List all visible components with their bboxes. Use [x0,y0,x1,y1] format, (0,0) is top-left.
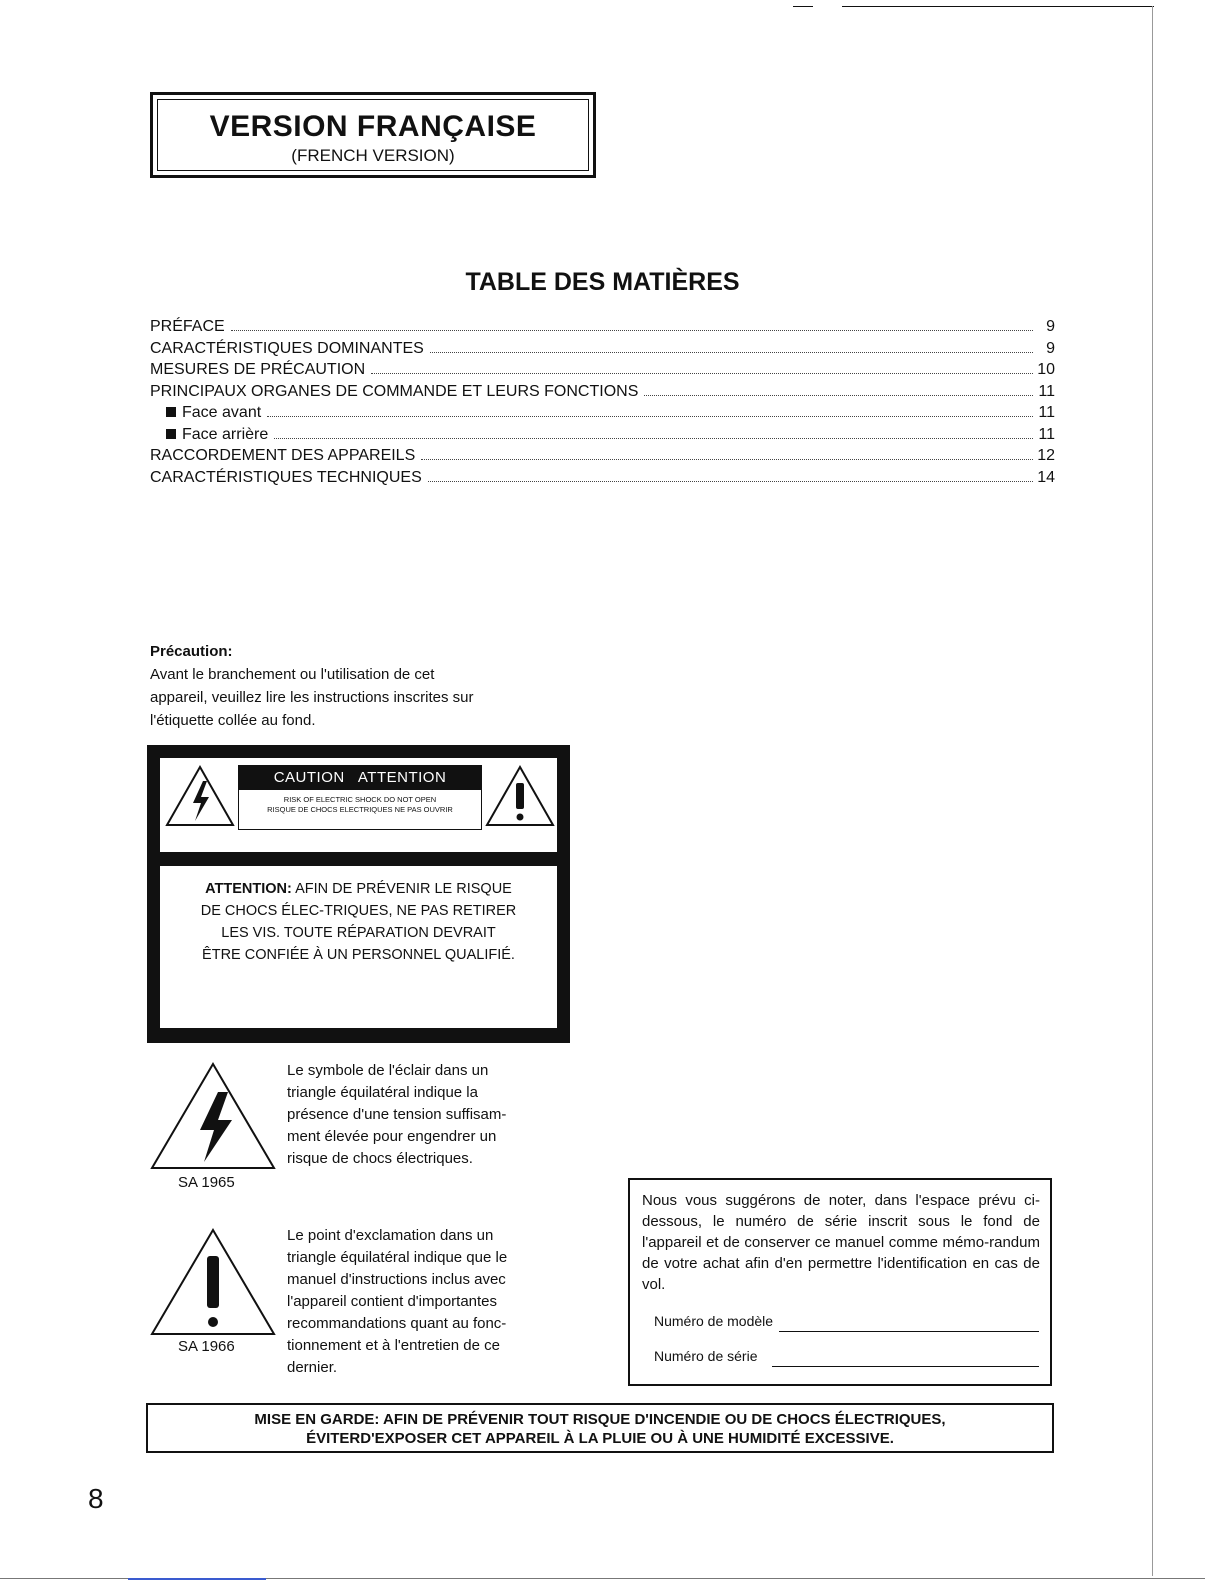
toc-row[interactable] [150,340,1055,362]
warning-box [146,1403,1054,1453]
symbol-description: Le symbole de l'éclair dans un triangle équilatéral indique la présence d'une tension suffisam- ment élevée pour engendrer un risque de chocs électriques. [287,1062,507,1167]
symbol-code: SA 1966 [178,1338,235,1355]
toc-title: TABLE DES MATIÈRES [465,268,740,296]
caution-line: DE CHOCS ÉLEC-TRIQUES, NE PAS RETIRER [200,903,517,919]
square-bullet-icon [166,429,176,439]
version-subtitle: (FRENCH VERSION) [291,146,455,165]
toc-page: 9 [1046,318,1055,335]
toc-label: MESURES DE PRÉCAUTION [150,361,366,378]
toc-label: PRINCIPAUX ORGANES DE COMMANDE ET LEURS FONCTIONS [150,382,639,400]
toc-page: 11 [1038,404,1055,421]
lightning-triangle-icon [165,765,235,827]
precaution-line: l'étiquette collée au fond. [150,712,316,729]
toc-row[interactable] [150,447,1055,469]
toc-label: RACCORDEMENT DES APPAREILS [150,447,416,464]
top-rule-short [793,6,813,7]
toc-row[interactable] [150,383,1055,405]
caution-line: LES VIS. TOUTE RÉPARATION DEVRAIT [221,925,496,941]
table-of-contents [150,318,1055,490]
precaution-line: Avant le branchement ou l'utilisation de cet [150,666,435,683]
toc-row[interactable] [150,318,1055,340]
toc-row[interactable] [150,361,1055,383]
toc-page: 12 [1037,447,1055,464]
version-title: VERSION FRANÇAISE [209,110,537,143]
precaution-line: appareil, veuillez lire les instructions inscrites sur [150,689,474,706]
model-number-field[interactable]: Numéro de modèle [654,1311,1039,1332]
warning-line: ÉVITERD'EXPOSER CET APPAREIL À LA PLUIE OU À UNE HUMIDITÉ EXCESSIVE. [306,1430,894,1447]
toc-row[interactable] [150,426,1055,448]
serial-note-text: Nous vous suggérons de noter, dans l'espace prévu ci-dessous, le numéro de série inscrit sous le fond de l'appareil et de conserver ce manuel comme mémo-randum de votre achat afin d'en permettre l'identification en cas de vol. [642,1192,1040,1293]
top-rule [842,6,1154,7]
toc-page: 10 [1037,361,1055,378]
right-edge-rule [1152,6,1153,1576]
toc-page: 11 [1038,425,1055,443]
toc-row[interactable] [150,404,1055,426]
serial-number-field[interactable]: Numéro de série [654,1346,1039,1367]
caution-text [160,878,557,966]
toc-label: CARACTÉRISTIQUES TECHNIQUES [150,468,422,486]
version-header-box [150,92,596,178]
exclamation-triangle-icon [150,1228,276,1336]
toc-row[interactable] [150,469,1055,491]
caution-lead: ATTENTION: [205,881,292,897]
square-bullet-icon [166,407,176,417]
caution-label-title: CAUTION ATTENTION [238,765,482,790]
toc-label: Face avant [150,404,261,422]
toc-page: 11 [1038,382,1055,400]
symbol-code: SA 1965 [178,1174,235,1191]
lightning-triangle-icon [150,1062,276,1170]
caution-line: ÊTRE CONFIÉE À UN PERSONNEL QUALIFIÉ. [202,947,515,963]
page-number: 8 [88,1483,104,1514]
toc-page: 9 [1046,339,1055,357]
exclamation-triangle-icon [485,765,555,827]
bottom-blue-rule [128,1578,266,1580]
precaution-heading: Précaution: [150,643,233,660]
toc-label: PRÉFACE [150,318,225,335]
toc-page: 14 [1037,468,1055,486]
symbol-description: Le point d'exclamation dans un triangle équilatéral indique que le manuel d'instructions inclus avec l'appareil contient d'importantes recommandations quant au fonc- tionnement et à l'entretien de ce dernier. [287,1227,508,1376]
warning-line: MISE EN GARDE: AFIN DE PRÉVENIR TOUT RISQUE D'INCENDIE OU DE CHOCS ÉLECTRIQUES, [254,1411,946,1428]
caution-label-subtext: RISK OF ELECTRIC SHOCK DO NOT OPEN RISQUE DE CHOCS ELECTRIQUES NE PAS OUVRIR [267,795,453,814]
toc-label: CARACTÉRISTIQUES DOMINANTES [150,339,424,357]
serial-note [642,1190,1040,1367]
caution-line: AFIN DE PRÉVENIR LE RISQUE [295,881,512,897]
toc-label: Face arrière [150,426,268,444]
precaution-paragraph [150,640,550,732]
